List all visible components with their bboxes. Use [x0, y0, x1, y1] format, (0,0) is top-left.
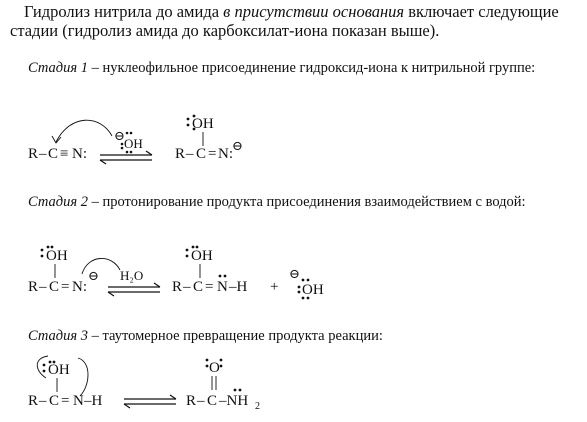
s1-lp-dot	[121, 147, 124, 150]
s1-lp-dot	[126, 151, 129, 154]
stage-1-name: Стадия 1	[28, 60, 88, 76]
s3-oh: OH	[48, 362, 70, 378]
s1p-lp-dot	[187, 118, 190, 121]
s2-byproduct: OH	[302, 282, 324, 298]
s3-dbl: =	[61, 393, 70, 409]
intro-paragraph	[10, 2, 585, 40]
s3-arrow-back-head	[124, 404, 130, 408]
s1-curved-arrowhead	[52, 136, 61, 143]
s3p-o: O	[209, 360, 220, 376]
s2b-lp-dot	[298, 286, 301, 289]
s1p-charge: ⊖	[232, 138, 243, 153]
s3p-lp-dot	[206, 365, 209, 368]
s1-reagent: OH	[124, 136, 143, 151]
s2p-r: R	[172, 279, 183, 295]
s2p-n: N	[217, 279, 228, 295]
s1p-dbl: =	[208, 146, 217, 162]
s1-arrow-forward-head	[146, 151, 152, 155]
s2-plus: +	[270, 279, 279, 295]
s1-lp-dot	[130, 151, 133, 154]
s1-n: N:	[72, 146, 87, 162]
s2b-lp-dot	[307, 279, 310, 282]
s2b-lp-dot	[302, 279, 305, 282]
s1p-oh: OH	[192, 116, 214, 132]
s2p-dash: –	[183, 279, 191, 295]
s1-lp-dot	[126, 132, 129, 135]
intro-emphasis: в присутствии основания	[223, 2, 405, 21]
s1-lp-dot	[121, 143, 124, 146]
s2p-c: C	[193, 279, 204, 295]
s2-byproduct-charge: ⊖	[289, 266, 300, 281]
stage-3-caption	[28, 328, 578, 345]
s1p-c: C	[196, 146, 207, 162]
s3p-sub: 2	[255, 401, 260, 412]
s2-lp-dot	[41, 255, 44, 258]
s1-arrow-back-head	[100, 160, 106, 164]
s1-dash: –	[39, 146, 47, 162]
s3p-dash: –	[197, 393, 205, 409]
s2p-oh: OH	[191, 248, 213, 264]
stage-3-scheme	[0, 352, 587, 422]
s2p-lp-dot	[186, 255, 189, 258]
s2p-h: –H	[229, 279, 248, 295]
s2p-lp-dot	[219, 275, 222, 278]
stage-1-caption	[28, 60, 578, 77]
s3-c: C	[49, 393, 60, 409]
s3-r: R	[28, 393, 39, 409]
intro-text-start: Гидролиз нитрила до амида	[24, 2, 224, 21]
s1p-r: R	[175, 146, 186, 162]
s2-n: N:	[72, 279, 87, 295]
s3-curved-arrow-left	[37, 356, 48, 378]
s3p-lp-dot	[206, 359, 209, 362]
stage-2-name: Стадия 2	[28, 194, 88, 210]
s2p-lp-dot	[186, 249, 189, 252]
s1-lp-dot	[130, 132, 133, 135]
s3p-lp-dot	[239, 389, 242, 392]
s2p-lp-dot	[224, 275, 227, 278]
s2-lp-dot	[41, 249, 44, 252]
s3-h: –H	[84, 393, 103, 409]
s1p-n: N:	[218, 146, 233, 162]
s2-oh: OH	[46, 248, 68, 264]
s1-triple: ≡	[60, 146, 69, 162]
stage-1-text: – нуклеофильное присоединение гидроксид-иона к нитрильной группе:	[87, 60, 536, 76]
s1-curved-arrow	[56, 120, 112, 142]
s1-r: R	[28, 146, 39, 162]
stage-2-scheme	[0, 236, 587, 316]
s1-charge: ⊖	[114, 128, 125, 143]
s2-reagent: H₂O	[120, 268, 144, 283]
s1p-dash: –	[186, 146, 194, 162]
stage-1-scheme	[0, 106, 587, 186]
s2b-lp-dot	[298, 291, 301, 294]
s2-c: C	[49, 279, 60, 295]
s3-curved-arrow-right	[78, 358, 88, 396]
s3p-r: R	[186, 393, 197, 409]
s1p-lp-dot	[187, 124, 190, 127]
s2-arrow-back-head	[108, 292, 114, 296]
s3-n: N	[73, 393, 84, 409]
s2-charge: ⊖	[88, 268, 99, 283]
s3p-nh: –NH	[219, 393, 249, 409]
intro-text-end: включает следующие стадии (гидролиз амида до карбоксилат-иона показан выше).	[10, 2, 559, 40]
s2-dash: –	[39, 279, 47, 295]
stage-2-text: – протонирование продукта присоединения взаимодействием с водой:	[87, 194, 526, 210]
s2-arrow-forward-head	[154, 283, 160, 287]
s3-arrow-forward-head	[170, 395, 176, 399]
s3-lp-dot	[43, 364, 46, 367]
s3p-c: C	[207, 393, 218, 409]
s3-lp-dot	[43, 370, 46, 373]
s3-dash: –	[39, 393, 47, 409]
s3p-lp-dot	[234, 389, 237, 392]
stage-2-caption	[28, 194, 578, 211]
s3p-lp-dot	[220, 365, 223, 368]
stage-3-text: – таутомерное превращение продукта реакции:	[87, 328, 383, 344]
stage-3-name: Стадия 3	[28, 328, 88, 344]
s3p-lp-dot	[220, 359, 223, 362]
s2p-dbl: =	[205, 279, 214, 295]
s2-r: R	[28, 279, 39, 295]
s2-dbl: =	[61, 279, 70, 295]
s1-c: C	[48, 146, 59, 162]
